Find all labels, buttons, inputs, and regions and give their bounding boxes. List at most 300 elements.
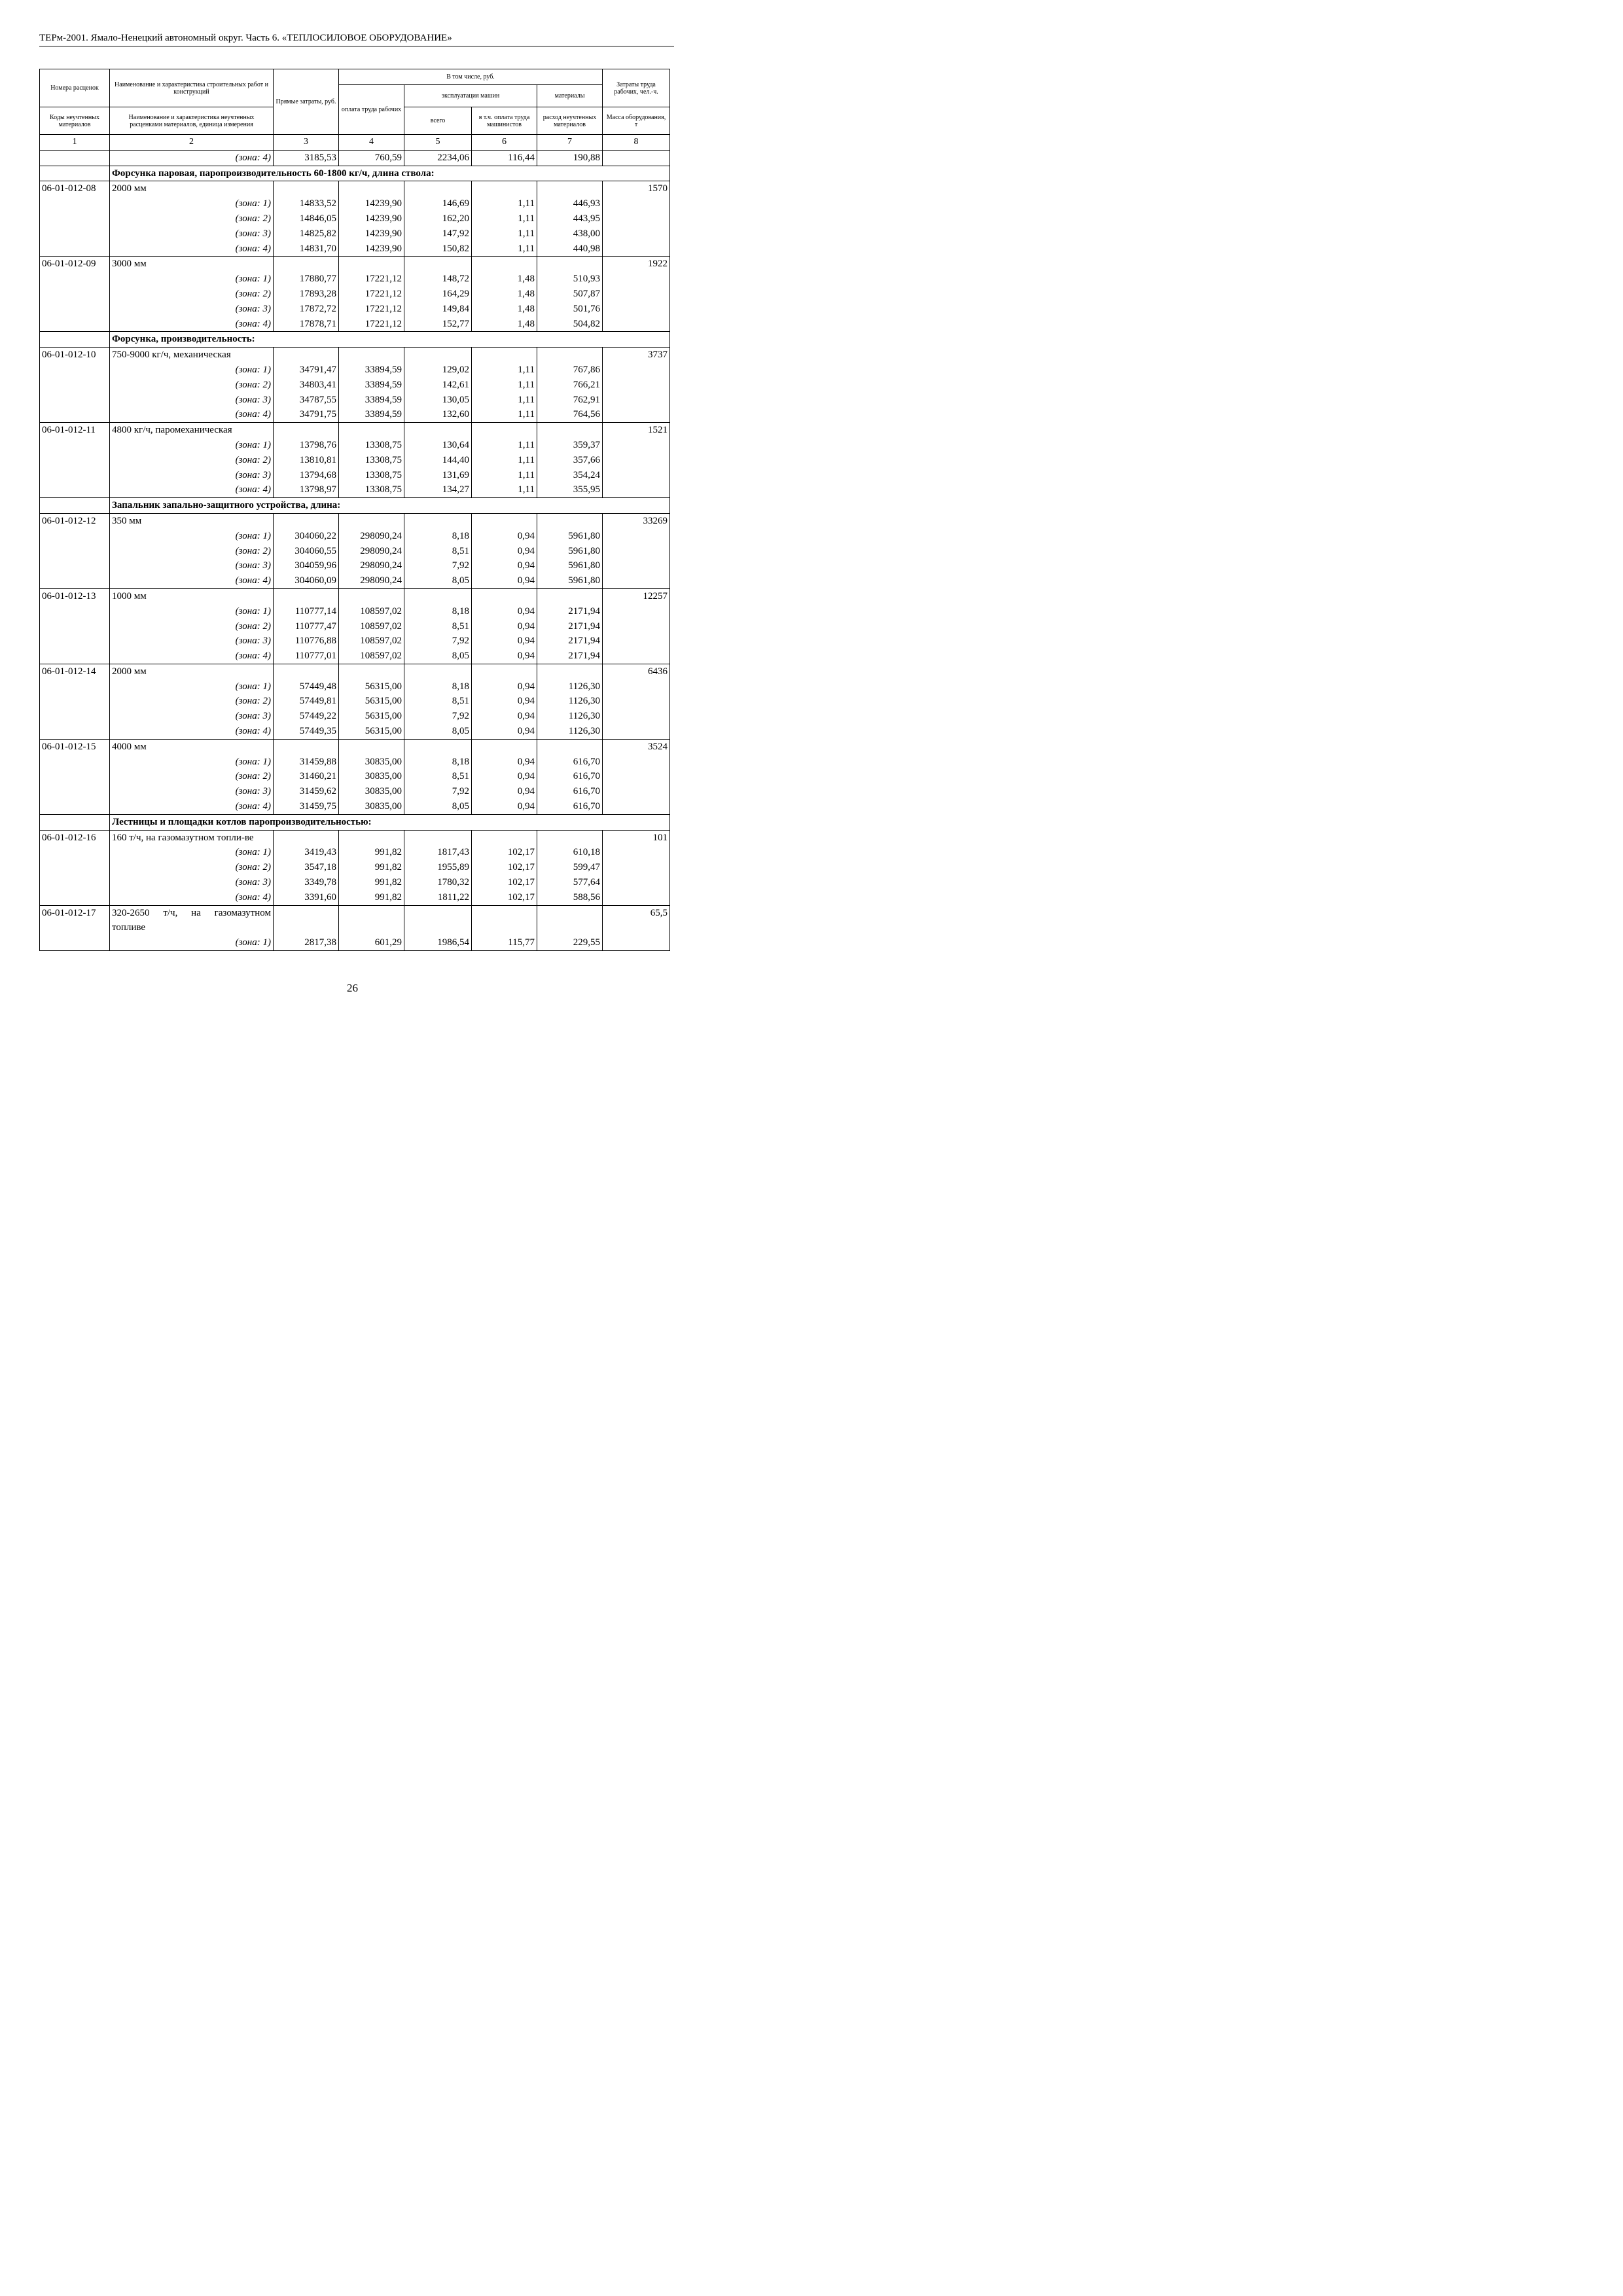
- material-consumption: 616,70: [537, 799, 603, 814]
- worker-pay: 298090,24: [339, 544, 404, 559]
- zone-row: [40, 558, 670, 573]
- direct-costs: 31459,88: [274, 755, 339, 770]
- zone-row: [40, 619, 670, 634]
- empty-cell: [472, 905, 537, 935]
- zone-row: [40, 272, 670, 287]
- empty-cell: [603, 544, 670, 559]
- empty-cell: [603, 378, 670, 393]
- material-consumption: 5961,80: [537, 544, 603, 559]
- zone-row: [40, 287, 670, 302]
- machinist-pay: 1,11: [472, 438, 537, 453]
- section-title: Лестницы и площадки котлов паропроизводительностью:: [110, 814, 670, 830]
- machines-total: 8,18: [404, 604, 472, 619]
- rate-item-row: [40, 423, 670, 438]
- empty-cell: [603, 407, 670, 422]
- rate-item-row: [40, 830, 670, 845]
- direct-costs: 31459,62: [274, 784, 339, 799]
- direct-costs: 34791,47: [274, 363, 339, 378]
- direct-costs: 3391,60: [274, 890, 339, 905]
- machines-total: 150,82: [404, 242, 472, 257]
- section-heading-row: [40, 498, 670, 514]
- rate-code: 06-01-012-12: [40, 513, 110, 528]
- zone-label: (зона: 1): [110, 604, 274, 619]
- header-equipment-mass: Масса оборудования, т: [603, 107, 670, 135]
- section-title: Форсунка, производительность:: [110, 332, 670, 348]
- zone-row: [40, 724, 670, 739]
- machines-total: 8,05: [404, 724, 472, 739]
- empty-cell: [537, 348, 603, 363]
- empty-cell: [404, 181, 472, 196]
- material-consumption: 507,87: [537, 287, 603, 302]
- document-header: ТЕРм-2001. Ямало-Ненецкий автономный округ. Часть 6. «ТЕПЛОСИЛОВОЕ ОБОРУДОВАНИЕ»: [39, 33, 674, 46]
- material-consumption: 504,82: [537, 317, 603, 332]
- empty-cell: [40, 272, 110, 287]
- direct-costs: 31459,75: [274, 799, 339, 814]
- machinist-pay: 0,94: [472, 709, 537, 724]
- work-name: 320-2650 т/ч, на газомазутном топливе: [110, 905, 274, 935]
- rate-item-row: [40, 739, 670, 754]
- header-worker-pay: оплата труда рабочих: [339, 85, 404, 135]
- zone-label: (зона: 4): [110, 649, 274, 664]
- empty-cell: [274, 830, 339, 845]
- direct-costs: 13798,97: [274, 482, 339, 497]
- material-consumption: 616,70: [537, 769, 603, 784]
- empty-cell: [40, 755, 110, 770]
- empty-cell: [40, 619, 110, 634]
- empty-cell: [472, 588, 537, 603]
- zone-row: [40, 573, 670, 588]
- machinist-pay: 102,17: [472, 845, 537, 860]
- zone-row: [40, 196, 670, 211]
- worker-pay: 30835,00: [339, 755, 404, 770]
- empty-cell: [472, 181, 537, 196]
- rate-item-row: [40, 664, 670, 679]
- worker-pay: 298090,24: [339, 529, 404, 544]
- empty-cell: [537, 739, 603, 754]
- empty-cell: [339, 905, 404, 935]
- zone-row: [40, 529, 670, 544]
- empty-cell: [472, 513, 537, 528]
- empty-cell: [603, 438, 670, 453]
- direct-costs: 110777,47: [274, 619, 339, 634]
- worker-pay: 56315,00: [339, 679, 404, 694]
- machinist-pay: 1,11: [472, 242, 537, 257]
- empty-cell: [339, 181, 404, 196]
- empty-cell: [404, 664, 472, 679]
- material-consumption: 1126,30: [537, 724, 603, 739]
- rate-item-row: [40, 513, 670, 528]
- material-consumption: 190,88: [537, 150, 603, 166]
- work-name: 750-9000 кг/ч, механическая: [110, 348, 274, 363]
- zone-label: (зона: 2): [110, 694, 274, 709]
- empty-cell: [603, 453, 670, 468]
- material-consumption: 610,18: [537, 845, 603, 860]
- empty-cell: [40, 150, 110, 166]
- header-material-codes: Коды неучтенных материалов: [40, 107, 110, 135]
- empty-cell: [472, 830, 537, 845]
- header-materials: материалы: [537, 85, 603, 107]
- direct-costs: 14825,82: [274, 226, 339, 242]
- worker-pay: 14239,90: [339, 242, 404, 257]
- machinist-pay: 1,11: [472, 226, 537, 242]
- empty-cell: [339, 348, 404, 363]
- empty-cell: [40, 769, 110, 784]
- worker-pay: 30835,00: [339, 769, 404, 784]
- worker-pay: 17221,12: [339, 287, 404, 302]
- zone-label: (зона: 3): [110, 634, 274, 649]
- machinist-pay: 0,94: [472, 558, 537, 573]
- zone-row: [40, 694, 670, 709]
- zone-row: [40, 890, 670, 905]
- rate-item-row: [40, 905, 670, 935]
- direct-costs: 34803,41: [274, 378, 339, 393]
- empty-cell: [40, 679, 110, 694]
- direct-costs: 34787,55: [274, 393, 339, 408]
- empty-cell: [40, 558, 110, 573]
- header-machines-total: всего: [404, 107, 472, 135]
- material-consumption: 501,76: [537, 302, 603, 317]
- direct-costs: 57449,35: [274, 724, 339, 739]
- machines-total: 144,40: [404, 453, 472, 468]
- direct-costs: 110776,88: [274, 634, 339, 649]
- direct-costs: 304060,55: [274, 544, 339, 559]
- machinist-pay: 1,11: [472, 363, 537, 378]
- machines-total: 8,51: [404, 694, 472, 709]
- rate-code: 06-01-012-15: [40, 739, 110, 754]
- machines-total: 152,77: [404, 317, 472, 332]
- empty-cell: [404, 423, 472, 438]
- rate-code: 06-01-012-16: [40, 830, 110, 845]
- machines-total: 8,05: [404, 649, 472, 664]
- empty-cell: [603, 784, 670, 799]
- machinist-pay: 0,94: [472, 784, 537, 799]
- zone-row: [40, 363, 670, 378]
- header-labor-costs: Затраты труда рабочих, чел.-ч.: [603, 69, 670, 107]
- empty-cell: [40, 468, 110, 483]
- column-number: 6: [472, 135, 537, 151]
- direct-costs: 304059,96: [274, 558, 339, 573]
- equipment-mass: 3737: [603, 348, 670, 363]
- zone-label: (зона: 1): [110, 679, 274, 694]
- material-consumption: 762,91: [537, 393, 603, 408]
- empty-cell: [274, 588, 339, 603]
- empty-cell: [40, 453, 110, 468]
- empty-cell: [40, 166, 110, 181]
- zone-label: (зона: 3): [110, 468, 274, 483]
- header-material-consumption: расход неучтенных материалов: [537, 107, 603, 135]
- header-including: В том числе, руб.: [339, 69, 603, 85]
- machines-total: 8,05: [404, 799, 472, 814]
- zone-row: [40, 302, 670, 317]
- empty-cell: [40, 860, 110, 875]
- empty-cell: [40, 845, 110, 860]
- worker-pay: 991,82: [339, 860, 404, 875]
- machines-total: 7,92: [404, 784, 472, 799]
- page-number: 26: [347, 982, 358, 994]
- empty-cell: [274, 664, 339, 679]
- machinist-pay: 1,11: [472, 196, 537, 211]
- empty-cell: [404, 739, 472, 754]
- worker-pay: 991,82: [339, 875, 404, 890]
- machinist-pay: 0,94: [472, 529, 537, 544]
- material-consumption: 2171,94: [537, 649, 603, 664]
- zone-row: [40, 604, 670, 619]
- empty-cell: [40, 393, 110, 408]
- machinist-pay: 116,44: [472, 150, 537, 166]
- work-name: 350 мм: [110, 513, 274, 528]
- direct-costs: 304060,22: [274, 529, 339, 544]
- worker-pay: 108597,02: [339, 604, 404, 619]
- machinist-pay: 102,17: [472, 875, 537, 890]
- worker-pay: 108597,02: [339, 634, 404, 649]
- work-name: 3000 мм: [110, 257, 274, 272]
- material-consumption: 1126,30: [537, 694, 603, 709]
- machines-total: 1811,22: [404, 890, 472, 905]
- column-number: 3: [274, 135, 339, 151]
- material-consumption: 359,37: [537, 438, 603, 453]
- material-consumption: 446,93: [537, 196, 603, 211]
- material-consumption: 355,95: [537, 482, 603, 497]
- worker-pay: 760,59: [339, 150, 404, 166]
- rate-code: 06-01-012-13: [40, 588, 110, 603]
- header-machine-operation: эксплуатация машин: [404, 85, 537, 107]
- empty-cell: [537, 830, 603, 845]
- worker-pay: 56315,00: [339, 694, 404, 709]
- empty-cell: [603, 482, 670, 497]
- empty-cell: [274, 905, 339, 935]
- empty-cell: [339, 257, 404, 272]
- zone-row: [40, 875, 670, 890]
- zone-row: [40, 453, 670, 468]
- rate-item-row: [40, 181, 670, 196]
- zone-label: (зона: 3): [110, 709, 274, 724]
- direct-costs: 2817,38: [274, 935, 339, 950]
- zone-row: [40, 935, 670, 950]
- empty-cell: [339, 423, 404, 438]
- zone-label: (зона: 4): [110, 799, 274, 814]
- zone-label: (зона: 3): [110, 393, 274, 408]
- worker-pay: 991,82: [339, 845, 404, 860]
- worker-pay: 991,82: [339, 890, 404, 905]
- empty-cell: [40, 529, 110, 544]
- direct-costs: 3419,43: [274, 845, 339, 860]
- machines-total: 1817,43: [404, 845, 472, 860]
- machines-total: 8,18: [404, 679, 472, 694]
- direct-costs: 57449,48: [274, 679, 339, 694]
- empty-cell: [537, 513, 603, 528]
- work-name: 1000 мм: [110, 588, 274, 603]
- machines-total: 7,92: [404, 558, 472, 573]
- empty-cell: [603, 242, 670, 257]
- direct-costs: 17893,28: [274, 287, 339, 302]
- empty-cell: [603, 393, 670, 408]
- direct-costs: 13798,76: [274, 438, 339, 453]
- worker-pay: 33894,59: [339, 363, 404, 378]
- equipment-mass: 1570: [603, 181, 670, 196]
- direct-costs: 110777,01: [274, 649, 339, 664]
- direct-costs: 17872,72: [274, 302, 339, 317]
- machines-total: 8,18: [404, 529, 472, 544]
- zone-label: (зона: 2): [110, 619, 274, 634]
- empty-cell: [40, 407, 110, 422]
- empty-cell: [603, 529, 670, 544]
- machinist-pay: 1,11: [472, 211, 537, 226]
- zone-row: [40, 317, 670, 332]
- direct-costs: 3349,78: [274, 875, 339, 890]
- empty-cell: [40, 935, 110, 950]
- empty-cell: [40, 438, 110, 453]
- machinist-pay: 0,94: [472, 769, 537, 784]
- machines-total: 149,84: [404, 302, 472, 317]
- column-number: 8: [603, 135, 670, 151]
- material-consumption: 438,00: [537, 226, 603, 242]
- empty-cell: [40, 302, 110, 317]
- empty-cell: [537, 588, 603, 603]
- zone-label: (зона: 1): [110, 438, 274, 453]
- zone-row: [40, 860, 670, 875]
- zone-label: (зона: 1): [110, 196, 274, 211]
- zone-label: (зона: 2): [110, 860, 274, 875]
- empty-cell: [404, 257, 472, 272]
- direct-costs: 14833,52: [274, 196, 339, 211]
- zone-label: (зона: 1): [110, 935, 274, 950]
- rate-item-row: [40, 257, 670, 272]
- machinist-pay: 0,94: [472, 573, 537, 588]
- zone-label: (зона: 3): [110, 302, 274, 317]
- empty-cell: [404, 830, 472, 845]
- empty-cell: [603, 634, 670, 649]
- empty-cell: [537, 181, 603, 196]
- machines-total: 131,69: [404, 468, 472, 483]
- rate-code: 06-01-012-09: [40, 257, 110, 272]
- zone-row: [40, 634, 670, 649]
- empty-cell: [274, 257, 339, 272]
- empty-cell: [40, 634, 110, 649]
- rate-item-row: [40, 588, 670, 603]
- material-consumption: 599,47: [537, 860, 603, 875]
- material-consumption: 5961,80: [537, 529, 603, 544]
- direct-costs: 3185,53: [274, 150, 339, 166]
- material-consumption: 2171,94: [537, 604, 603, 619]
- machinist-pay: 1,11: [472, 468, 537, 483]
- empty-cell: [603, 860, 670, 875]
- machines-total: 132,60: [404, 407, 472, 422]
- empty-cell: [40, 196, 110, 211]
- empty-cell: [40, 649, 110, 664]
- rate-code: 06-01-012-08: [40, 181, 110, 196]
- empty-cell: [40, 814, 110, 830]
- material-consumption: 357,66: [537, 453, 603, 468]
- zone-row: [40, 755, 670, 770]
- empty-cell: [339, 664, 404, 679]
- empty-cell: [40, 317, 110, 332]
- zone-row: [40, 845, 670, 860]
- zone-row: [40, 784, 670, 799]
- empty-cell: [603, 604, 670, 619]
- machines-total: 147,92: [404, 226, 472, 242]
- machinist-pay: 1,11: [472, 378, 537, 393]
- rate-code: 06-01-012-17: [40, 905, 110, 935]
- empty-cell: [40, 890, 110, 905]
- empty-cell: [603, 845, 670, 860]
- empty-cell: [472, 423, 537, 438]
- section-heading-row: [40, 166, 670, 181]
- empty-cell: [603, 287, 670, 302]
- empty-cell: [404, 588, 472, 603]
- header-machinist-pay: в т.ч. оплата труда машинистов: [472, 107, 537, 135]
- zone-label: (зона: 2): [110, 769, 274, 784]
- section-heading-row: [40, 332, 670, 348]
- header-material-names: Наименование и характеристика неучтенных расценками материалов, единица измерения: [110, 107, 274, 135]
- empty-cell: [40, 799, 110, 814]
- zone-label: (зона: 1): [110, 363, 274, 378]
- empty-cell: [603, 226, 670, 242]
- header-rate-numbers: Номера расценок: [40, 69, 110, 107]
- machinist-pay: 1,48: [472, 287, 537, 302]
- machinist-pay: 0,94: [472, 755, 537, 770]
- empty-cell: [40, 573, 110, 588]
- zone-label: (зона: 2): [110, 453, 274, 468]
- machines-total: 142,61: [404, 378, 472, 393]
- work-name: 4000 мм: [110, 739, 274, 754]
- empty-cell: [603, 468, 670, 483]
- work-name: 2000 мм: [110, 181, 274, 196]
- machines-total: 8,51: [404, 619, 472, 634]
- zone-label: (зона: 2): [110, 211, 274, 226]
- machines-total: 2234,06: [404, 150, 472, 166]
- worker-pay: 13308,75: [339, 468, 404, 483]
- material-consumption: 2171,94: [537, 619, 603, 634]
- machines-total: 130,05: [404, 393, 472, 408]
- material-consumption: 1126,30: [537, 709, 603, 724]
- equipment-mass: 33269: [603, 513, 670, 528]
- empty-cell: [472, 664, 537, 679]
- machines-total: 134,27: [404, 482, 472, 497]
- worker-pay: 30835,00: [339, 799, 404, 814]
- worker-pay: 298090,24: [339, 558, 404, 573]
- material-consumption: 616,70: [537, 784, 603, 799]
- empty-cell: [40, 363, 110, 378]
- empty-cell: [603, 619, 670, 634]
- zone-label: (зона: 3): [110, 226, 274, 242]
- section-heading-row: [40, 814, 670, 830]
- zone-label: (зона: 4): [110, 317, 274, 332]
- empty-cell: [603, 694, 670, 709]
- equipment-mass: 101: [603, 830, 670, 845]
- machinist-pay: 102,17: [472, 890, 537, 905]
- machinist-pay: 1,11: [472, 393, 537, 408]
- empty-cell: [40, 709, 110, 724]
- material-consumption: 767,86: [537, 363, 603, 378]
- empty-cell: [40, 226, 110, 242]
- empty-cell: [603, 875, 670, 890]
- empty-cell: [40, 332, 110, 348]
- equipment-mass: 1922: [603, 257, 670, 272]
- column-number: 4: [339, 135, 404, 151]
- rate-code: 06-01-012-11: [40, 423, 110, 438]
- machinist-pay: 0,94: [472, 679, 537, 694]
- direct-costs: 13794,68: [274, 468, 339, 483]
- rate-item-row: [40, 348, 670, 363]
- empty-cell: [40, 784, 110, 799]
- empty-cell: [274, 513, 339, 528]
- machines-total: 7,92: [404, 634, 472, 649]
- zone-row: [40, 438, 670, 453]
- machinist-pay: 0,94: [472, 634, 537, 649]
- material-consumption: 764,56: [537, 407, 603, 422]
- equipment-mass: 65,5: [603, 905, 670, 935]
- empty-cell: [404, 348, 472, 363]
